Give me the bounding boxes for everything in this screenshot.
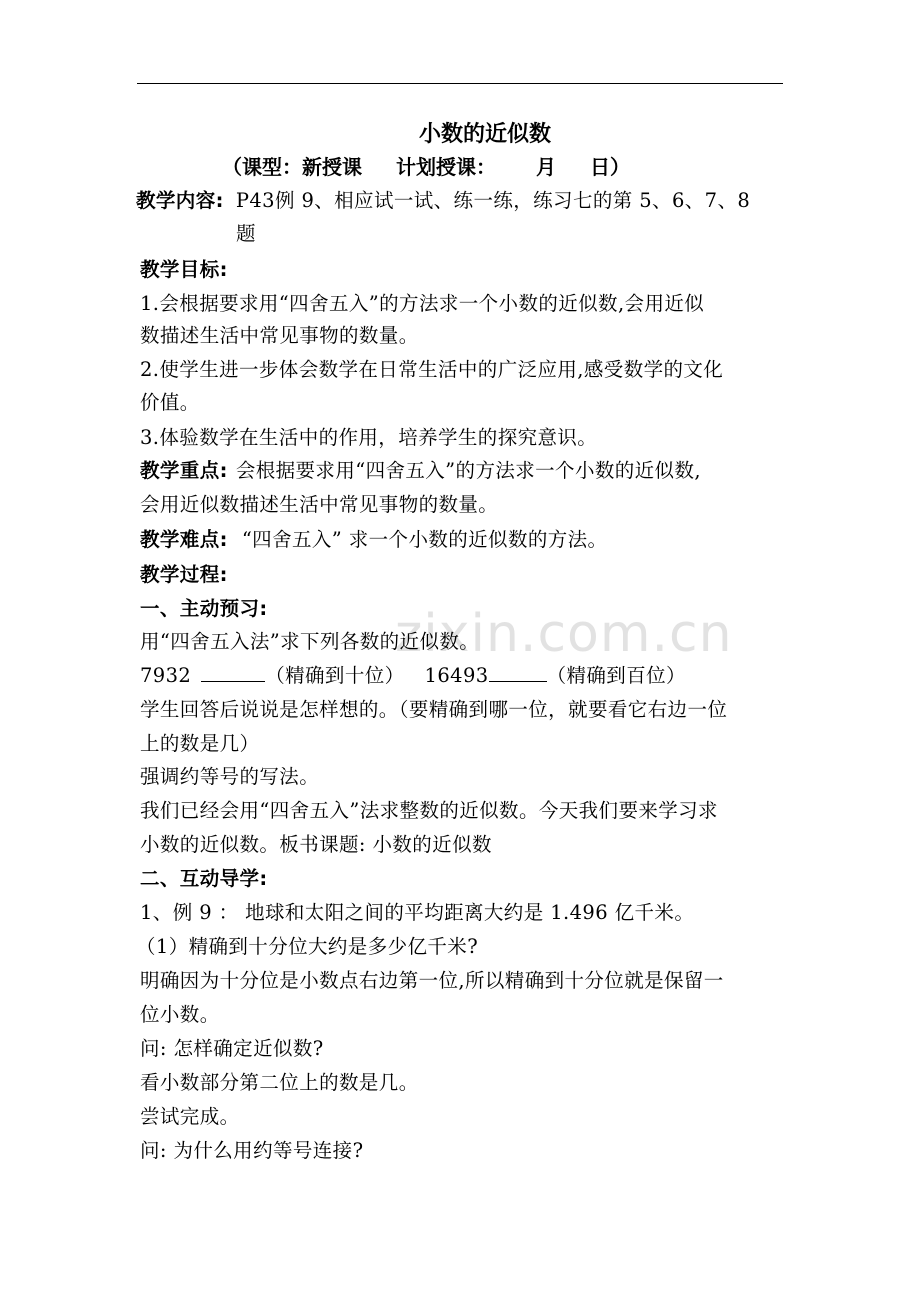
preview-p2a: 学生回答后说说是怎样想的。（要精确到哪一位，就要看它右边一位 <box>140 698 728 721</box>
answer-blank-2[interactable] <box>489 663 547 682</box>
preview-p3: 强调约等号的写法。 <box>140 765 320 788</box>
day-label: 日） <box>590 155 630 179</box>
try-complete: 尝试完成。 <box>140 1105 240 1128</box>
goal-1b: 数描述生活中常见事物的数量。 <box>140 324 419 347</box>
section-2-heading: 二、互动导学: <box>140 867 268 890</box>
goal-1a: 1.会根据要求用“四舍五入”的方法求一个小数的近似数,会用近似 <box>140 292 705 315</box>
ask-2: 问: 为什么用约等号连接? <box>140 1139 364 1162</box>
example-9: 1、例 9 ： 地球和太阳之间的平均距离大约是 1.496 亿千米。 <box>140 901 695 924</box>
explain-b: 位小数。 <box>140 1003 220 1026</box>
question-1: （1）精确到十分位大约是多少亿千米? <box>136 935 479 958</box>
process-heading: 教学过程: <box>140 563 228 586</box>
explain-a: 明确因为十分位是小数点右边第一位,所以精确到十分位就是保留一 <box>140 969 724 992</box>
key-text: 会根据要求用“四舍五入”的方法求一个小数的近似数, <box>235 459 701 482</box>
content-line <box>136 188 750 214</box>
goal-3: 3.体验数学在生活中的作用，培养学生的探究意识。 <box>140 426 598 449</box>
lesson-type: （课型：新授课 <box>222 155 362 179</box>
exercise-number-1: 7932 <box>140 664 192 687</box>
section-1-heading: 一、主动预习: <box>140 597 268 620</box>
difficulty-label: 教学难点: <box>140 528 228 551</box>
content-cont: 题 <box>236 222 256 245</box>
page-title: 小数的近似数 <box>418 122 551 147</box>
goals-heading: 教学目标: <box>140 258 228 281</box>
watermark: zixin.com.cn <box>395 604 733 664</box>
difficulty-line <box>140 527 607 553</box>
exercise-note-1: （精确到十位） <box>265 664 405 687</box>
difficulty-text: “四舍五入” 求一个小数的近似数的方法。 <box>241 528 608 551</box>
key-line <box>140 458 701 484</box>
month-label: 月 <box>536 155 556 179</box>
header-rule <box>137 83 783 84</box>
look-digit: 看小数部分第二位上的数是几。 <box>140 1071 419 1094</box>
exercise-line <box>140 663 686 689</box>
planned-date-label: 计划授课： <box>396 155 496 179</box>
ask-1: 问: 怎样确定近似数? <box>140 1037 324 1060</box>
answer-blank-1[interactable] <box>201 663 265 682</box>
key-label: 教学重点: <box>140 459 228 482</box>
lesson-meta <box>222 151 630 180</box>
preview-p4b: 小数的近似数。板书课题: 小数的近似数 <box>140 833 492 856</box>
exercise-note-2: （精确到百位） <box>546 664 686 687</box>
goal-2b: 价值。 <box>140 391 200 414</box>
preview-p2b: 上的数是几） <box>140 732 260 755</box>
preview-p4a: 我们已经会用“四舍五入”法求整数的近似数。今天我们要来学习求 <box>140 799 718 822</box>
content-text: P43例 9、相应试一试、练一练，练习七的第 5、6、7、8 <box>235 189 751 212</box>
preview-instruction: 用“四舍五入法”求下列各数的近似数。 <box>140 630 480 653</box>
goal-2a: 2.使学生进一步体会数学在日常生活中的广泛应用,感受数学的文化 <box>140 358 724 381</box>
content-label: 教学内容: <box>136 189 224 212</box>
exercise-number-2: 16493 <box>424 664 489 687</box>
key-text-2: 会用近似数描述生活中常见事物的数量。 <box>140 493 499 516</box>
